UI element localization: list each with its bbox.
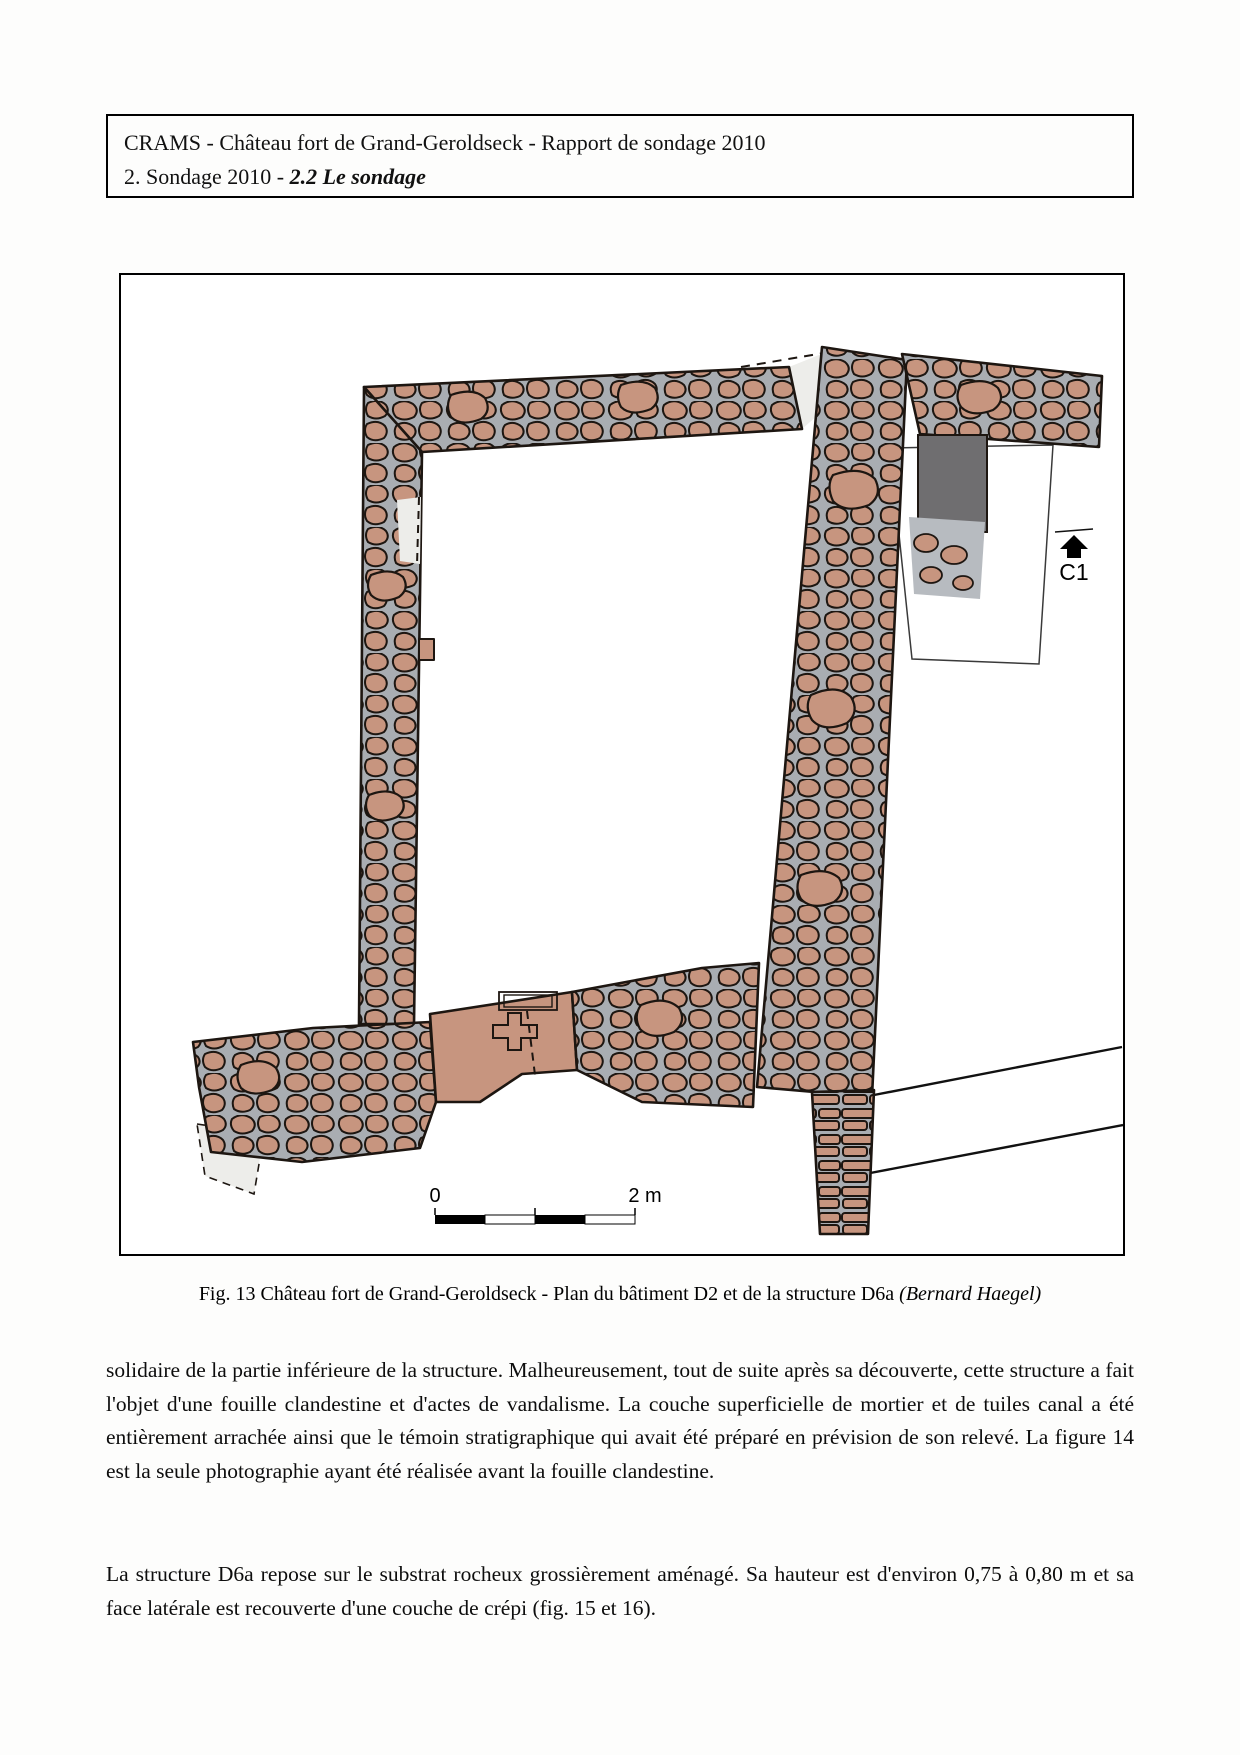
accent-stone bbox=[637, 1001, 682, 1036]
accent-stone bbox=[958, 381, 1002, 413]
report-subtitle-prefix: 2. Sondage 2010 - bbox=[124, 164, 290, 189]
plan-left-wall bbox=[359, 387, 422, 1024]
plan-bottom-wall-left bbox=[193, 1022, 436, 1162]
figure-caption-text: Fig. 13 Château fort de Grand-Geroldseck - Plan du bâtiment D2 et de la structure D6a bbox=[198, 1283, 900, 1305]
rubble-stone bbox=[920, 567, 942, 583]
figure-caption bbox=[0, 1283, 1240, 1306]
report-header-box bbox=[106, 114, 1134, 198]
plan-right-wall-east-extension bbox=[902, 354, 1102, 447]
accent-stone bbox=[798, 871, 843, 906]
rubble-stone bbox=[941, 546, 967, 564]
rubble-stone bbox=[914, 534, 938, 552]
section-marker-c1 bbox=[1055, 529, 1093, 585]
body-paragraph-2: La structure D6a repose sur le substrat rocheux grossièrement aménagé. Sa hauteur est d'environ 0,75 à 0,80 m et sa face latérale est recouverte d'une couche de crépi (fig. 15 et 16). bbox=[106, 1562, 1134, 1620]
limit-line-upper bbox=[874, 1047, 1122, 1095]
rubble-stone bbox=[953, 576, 973, 590]
scale-bar bbox=[429, 1185, 661, 1224]
accent-stone bbox=[448, 392, 488, 423]
plan-right-wall-south-tail bbox=[812, 1090, 874, 1234]
figure-caption-credit: (Bernard Haegel) bbox=[899, 1283, 1042, 1305]
accent-stone bbox=[238, 1061, 280, 1093]
accent-stone bbox=[830, 471, 878, 509]
plan-bottom-wall-middle-smooth bbox=[430, 992, 577, 1102]
limit-line-lower bbox=[865, 1125, 1123, 1174]
accent-stone bbox=[618, 382, 658, 413]
dark-pit-feature bbox=[918, 435, 987, 532]
report-title: CRAMS - Château fort de Grand-Geroldseck - Rapport de sondage 2010 bbox=[124, 130, 766, 155]
figure-13-plan bbox=[119, 273, 1125, 1256]
section-label: C1 bbox=[1059, 559, 1089, 585]
accent-stone bbox=[808, 689, 855, 727]
scale-end-label: 2 m bbox=[628, 1185, 662, 1207]
report-subtitle-section: 2.2 Le sondage bbox=[289, 164, 426, 189]
north-arrow-icon bbox=[1060, 535, 1088, 558]
left-wall-tab bbox=[419, 639, 434, 660]
accent-stone bbox=[366, 791, 404, 820]
plan-top-wall bbox=[364, 367, 802, 452]
accent-stone bbox=[368, 571, 406, 600]
plan-drawing bbox=[121, 275, 1123, 1254]
report-subtitle bbox=[124, 160, 1132, 194]
section-line bbox=[1055, 529, 1093, 532]
body-paragraph-1: solidaire de la partie inférieure de la structure. Malheureusement, tout de suite après sa découverte, cette structure a fait l'objet d'une fouille clandestine et d'actes de vandalisme. La couche superficielle de mortier et de tuiles canal a été entièrement arrachée ainsi que le témoin stratigraphique qui avait été préparé en prévision de son relevé. La figure 14 est la seule photographie ayant été réalisée avant la fouille clandestine. bbox=[106, 1358, 1134, 1483]
scale-zero-label: 0 bbox=[429, 1185, 441, 1207]
